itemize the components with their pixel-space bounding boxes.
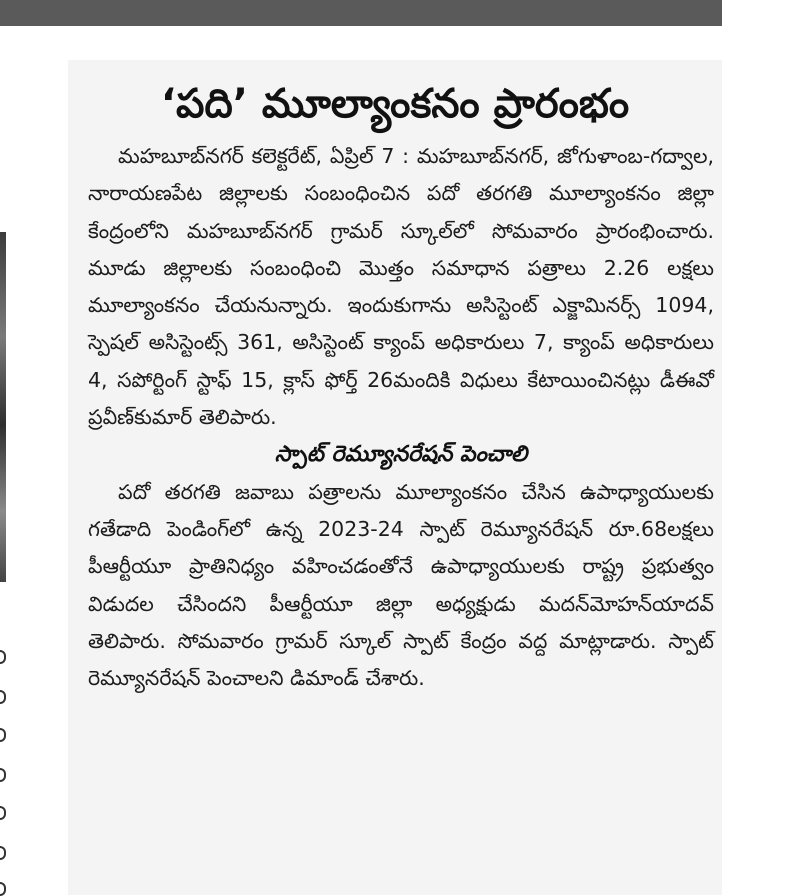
next-headline-cut xyxy=(90,882,680,895)
top-bar xyxy=(0,0,722,26)
news-article xyxy=(68,60,722,895)
adjacent-column-edge xyxy=(0,650,10,895)
article-headline: ‘పది’ మూల్యాంకనం ప్రారంభం xyxy=(160,81,630,127)
article-paragraph-1: మహబూబ్‌నగర్ కలెక్టరేట్, ఏప్రిల్ 7 : మహబూబ్‌నగర్, జోగుళాంబ-గద్వాల, నారాయణపేట జిల్లాలకు సంబంధించిన పదో తరగతి మూల్యాంకనం జిల్లా కేంద్రంలోని మహబూబ్‌నగర్ గ్రామర్ స్కూల్‌లో సోమవారం ప్రారంభించారు. మూడు జిల్లాలకు సంబంధించి మొత్తం సమాధాన పత్రాలు 2.26 లక్షలు మూల్యాంకనం చేయనున్నారు. ఇందుకుగాను అసిస్టెంట్ ఎక్జామినర్స్ 1094, స్పెషల్ అసిస్టెంట్స్ 361, అసిస్టెంట్ క్యాంప్ అధికారులు 7, క్యాంప్ అధికారులు 4, సపోర్టింగ్ స్టాఫ్ 15, క్లాస్ ఫోర్త్ 26మందికి విధులు కేటాయించినట్లు డీఈవో ప్రవీణ్‌కుమార్ తెలిపారు. xyxy=(88,144,714,430)
article-subheading: స్పాట్ రెమ్యూనరేషన్ పెంచాలి xyxy=(274,442,528,468)
adjacent-photo-edge xyxy=(0,232,6,582)
article-paragraph-2: పదో తరగతి జవాబు పత్రాలను మూల్యాంకనం చేసిన ఉపాధ్యాయులకు గతేడాది పెండింగ్‌లో ఉన్న 2023-24 స్పాట్ రెమ్యూనరేషన్ రూ.68లక్షలు పీఆర్టీయూ ప్రాతినిధ్యం వహించడంతోనే ఉపాధ్యాయులకు రాష్ట్ర ప్రభుత్వం విడుదల చేసిందని పీఆర్టీయూ జిల్లా అధ్యక్షుడు మదన్‌మోహన్‌యాదవ్ తెలిపారు. సోమవారం గ్రామర్ స్కూల్ స్పాట్ కేంద్రం వద్ద మాట్లాడారు. స్పాట్ రెమ్యూనరేషన్ పెంచాలని డిమాండ్ చేశారు. xyxy=(88,479,714,691)
article-body xyxy=(88,138,714,697)
